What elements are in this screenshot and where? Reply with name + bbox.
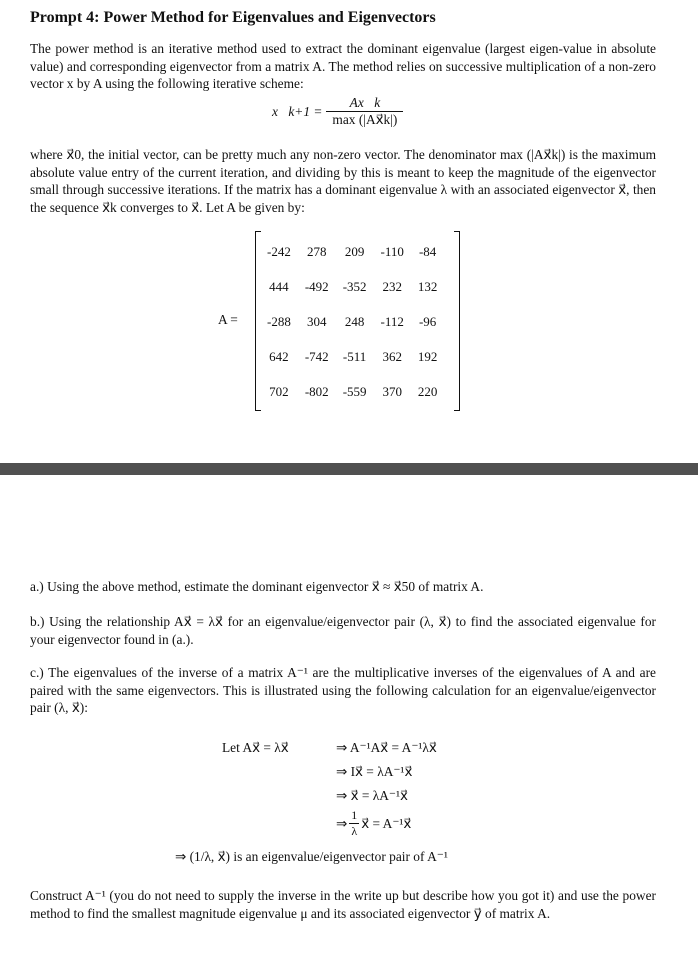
- derivation-step-4-rest: x⃗ = A⁻¹x⃗: [361, 815, 412, 831]
- derivation-step-2: ⇒ Ix⃗ = λA⁻¹x⃗: [336, 764, 413, 779]
- matrix-cell: 248: [344, 313, 365, 329]
- matrix-cell: 362: [382, 348, 402, 364]
- matrix-cell: 192: [417, 348, 438, 364]
- matrix-cell: -492: [304, 279, 329, 295]
- matrix-label: A =: [218, 312, 238, 327]
- matrix-cell: -742: [304, 348, 329, 364]
- matrix-cell: -288: [267, 313, 291, 329]
- part-b: b.) Using the relationship Ax⃗ = λx⃗ for an eigenvalue/eigenvector pair (λ, x⃗) to find the associated eigenvalue for your eigenvector found in (a.).: [30, 614, 656, 647]
- derivation-conclusion: ⇒ (1/λ, x⃗) is an eigenvalue/eigenvector pair of A⁻¹: [175, 849, 448, 864]
- matrix-cell: -84: [418, 244, 437, 260]
- matrix-cell: -802: [304, 383, 329, 399]
- matrix-cell: -511: [342, 348, 367, 364]
- prompt-title: Prompt 4: Power Method for Eigenvalues and Eigenvectors: [30, 9, 436, 26]
- matrix-cell: 370: [382, 383, 402, 399]
- derivation-let: Let Ax⃗ = λx⃗: [222, 740, 289, 755]
- scheme-lhs: x⃗k+1 =: [272, 103, 323, 119]
- part-c: c.) The eigenvalues of the inverse of a matrix A⁻¹ are the multiplicative inverses of the eigenvalues of A and are paired with the same eigenvectors. This is illustrated using the following calculation for an eigenvalue/eigenvector pair (λ, x⃗):: [30, 665, 656, 716]
- derivation-step-4-fraction: [349, 808, 359, 839]
- matrix-cell: 209: [344, 244, 365, 260]
- matrix-cell: -110: [380, 244, 404, 260]
- derivation-step-4-den: λ: [351, 824, 358, 838]
- scheme-denominator: max (|Ax⃗k|): [326, 111, 403, 128]
- derivation-step-4-arrow: ⇒: [336, 815, 348, 831]
- matrix-cell: 642: [269, 348, 289, 364]
- intro-paragraph: The power method is an iterative method used to extract the dominant eigenvalue (largest eigen-value in absolute value) and corresponding eigenvector from a matrix A. The method relies on successive multiplication of a non-zero vector x by A using the following iterative scheme:: [30, 41, 656, 92]
- matrix-cell: -352: [342, 279, 367, 295]
- matrix-cell: 232: [382, 279, 402, 295]
- derivation-step-1: ⇒ A⁻¹Ax⃗ = A⁻¹λx⃗: [336, 740, 437, 755]
- derivation-step-4-num: 1: [351, 808, 358, 822]
- explanation-paragraph: where x⃗0, the initial vector, can be pretty much any non-zero vector. The denominator max (|Ax⃗k|) is the maximum absolute value entry of the current iteration, and dividing by this is meant to keep the magnitude of the eigenvector small through successive iterations. If the matrix has a dominant eigenvalue λ with an associated eigenvector x⃗, then the sequence x⃗k converges to x⃗. Let A be given by:: [30, 147, 656, 215]
- matrix-cell: 702: [269, 383, 289, 399]
- matrix-cell: -242: [267, 244, 291, 260]
- derivation-step-3: ⇒ x⃗ = λA⁻¹x⃗: [336, 788, 408, 803]
- matrix-cell: 220: [417, 383, 438, 399]
- matrix-cell: 444: [269, 279, 289, 295]
- matrix-cell: -112: [380, 313, 404, 329]
- scheme-numerator: Ax⃗k: [349, 95, 381, 110]
- matrix-cell: -559: [342, 383, 367, 399]
- part-a: a.) Using the above method, estimate the dominant eigenvector x⃗ ≈ x⃗50 of matrix A.: [30, 579, 484, 594]
- derivation-step-4: [336, 808, 411, 839]
- matrix-cell: 304: [307, 313, 327, 329]
- matrix-cell: -96: [418, 313, 437, 329]
- matrix-cell: 132: [417, 279, 438, 295]
- construct-paragraph: Construct A⁻¹ (you do not need to supply the inverse in the write up but describe how you got it) and use the power method to find the smallest magnitude eigenvalue μ and its associated eigenvector y⃗ of matrix A.: [30, 888, 656, 921]
- matrix-cell: 278: [307, 244, 327, 260]
